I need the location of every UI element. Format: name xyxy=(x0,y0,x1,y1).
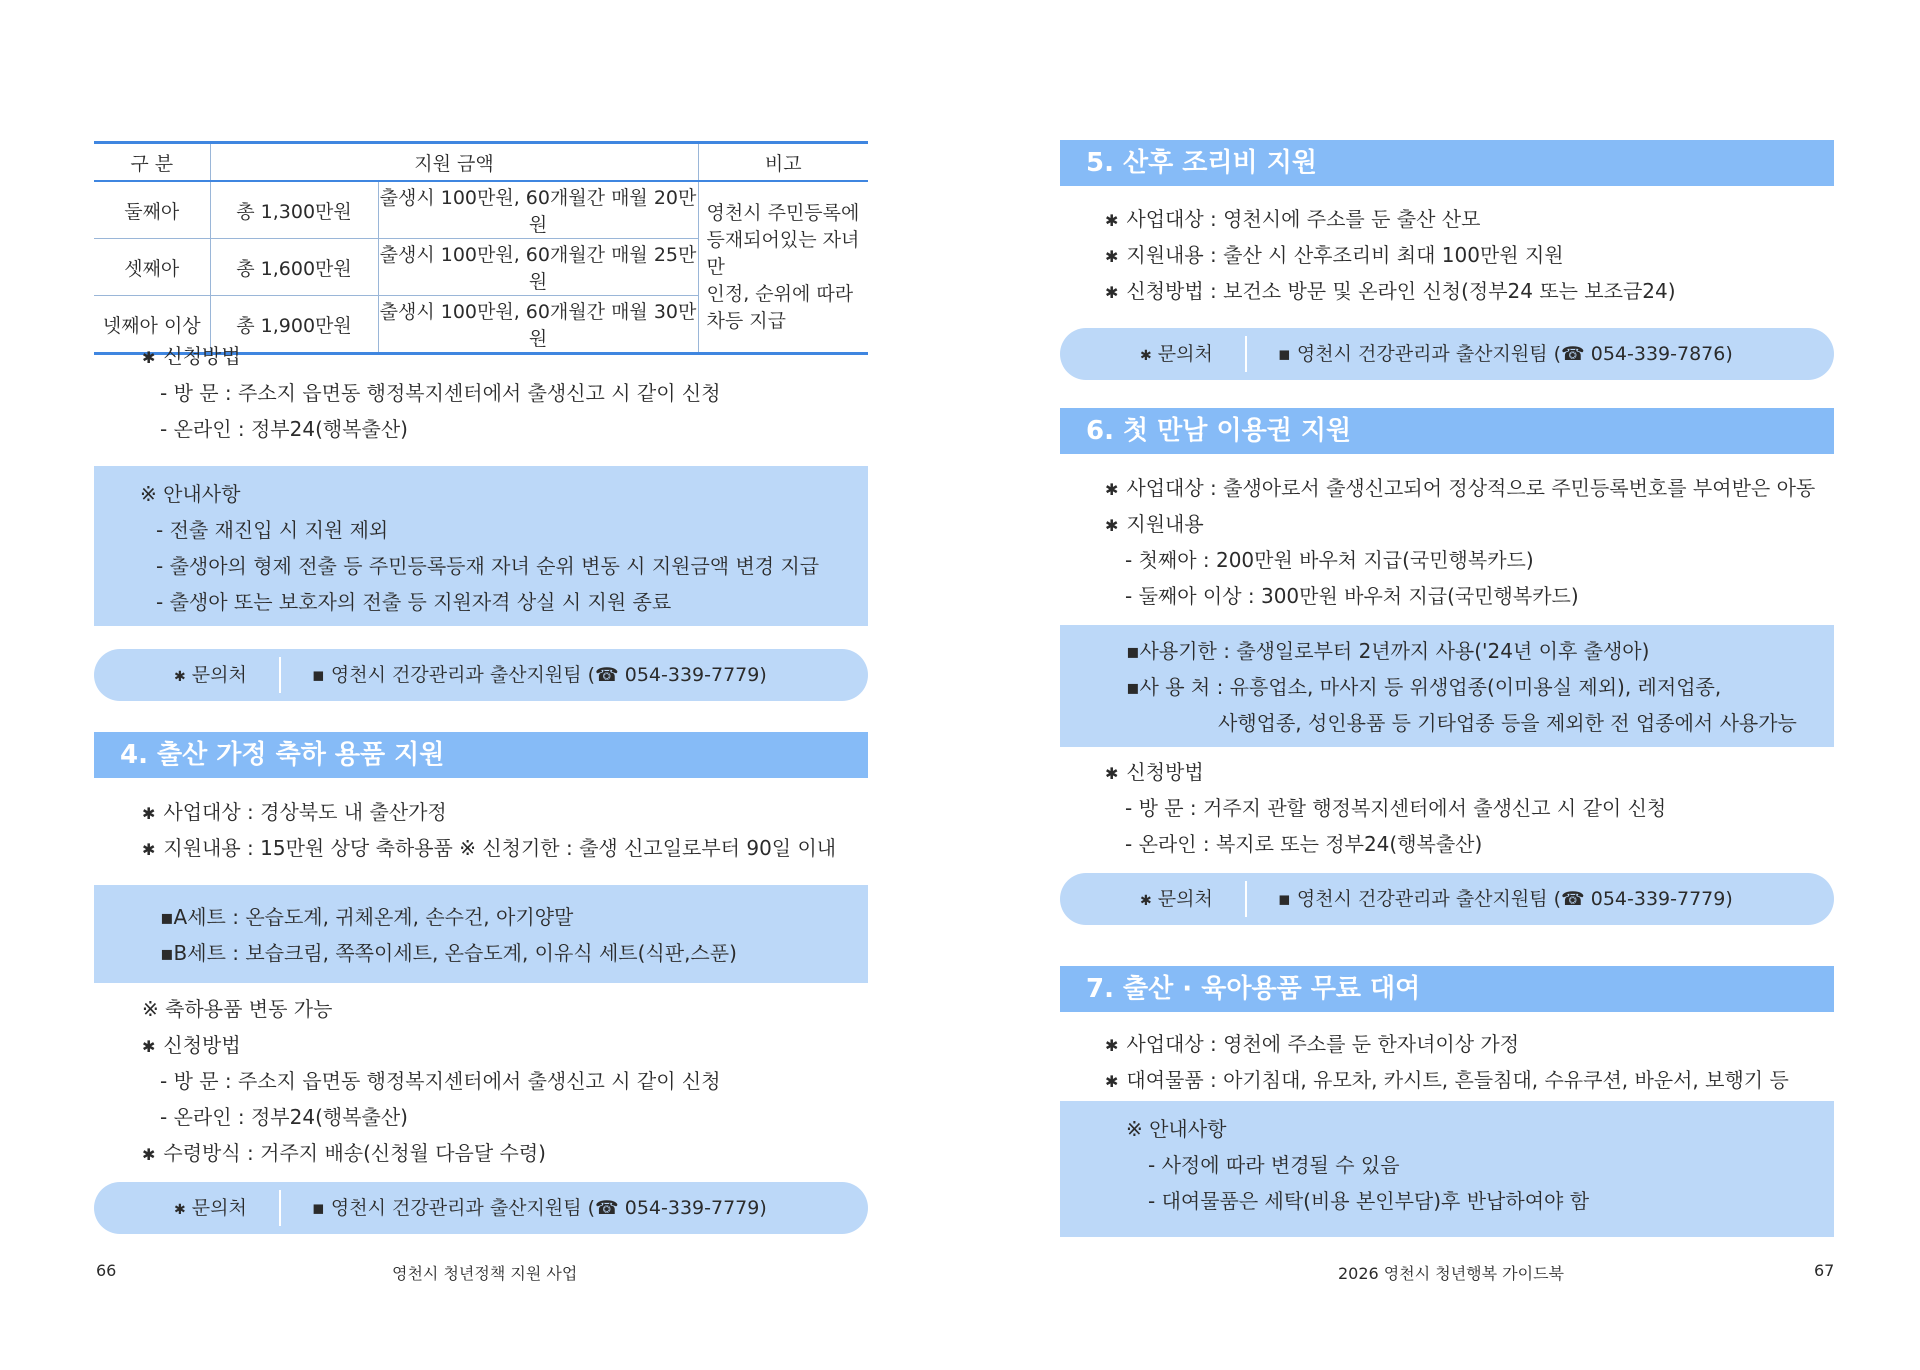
usage-place: ▪사 용 처 : 유흥업소, 마사지 등 위생업종(이미용실 제외), 레저업종, xyxy=(1126,675,1722,699)
usage-period: ▪사용기한 : 출생일로부터 2년까지 사용('24년 이후 출생아) xyxy=(1126,639,1650,663)
contact-divider xyxy=(279,1190,281,1226)
page-number: 66 xyxy=(96,1261,117,1280)
apply-visit: - 방 문 : 주소지 읍면동 행정복지센터에서 출생신고 시 같이 신청 xyxy=(160,381,721,405)
row-total: 총 1,900만원 xyxy=(210,296,378,354)
content-second: - 둘째아 이상 : 300만원 바우처 지급(국민행복카드) xyxy=(1125,584,1579,608)
usage-box xyxy=(1060,625,1834,747)
contact-divider xyxy=(1245,336,1247,372)
contact-pill xyxy=(1060,328,1834,380)
notice-box xyxy=(1060,1101,1834,1237)
target-line: ✱ 사업대상 : 영천시에 주소를 둔 출산 산모 xyxy=(1105,203,1480,232)
set-a: ▪A세트 : 온습도계, 귀체온계, 손수건, 아기양말 xyxy=(160,905,574,929)
row-label: 둘째아 xyxy=(94,181,210,239)
page-footer: 2026 영천시 청년행복 가이드북 xyxy=(1338,1264,1564,1283)
gift-set-box xyxy=(94,885,868,983)
apply-method-title: ✱ 신청방법 xyxy=(1105,756,1204,785)
support-amount-table xyxy=(94,141,868,355)
contact-pill xyxy=(1060,873,1834,925)
notice-title: ※ 안내사항 xyxy=(1126,1117,1227,1141)
content-line: ✱ 지원내용 : 15만원 상당 축하용품 ※ 신청기한 : 출생 신고일로부터 90일 이내 xyxy=(142,832,836,861)
table-row xyxy=(94,181,868,239)
apply-visit: - 방 문 : 주소지 읍면동 행정복지센터에서 출생신고 시 같이 신청 xyxy=(160,1069,721,1093)
receive-method: ✱ 수령방식 : 거주지 배송(신청월 다음달 수령) xyxy=(142,1137,546,1166)
table-note xyxy=(698,181,868,354)
note-line: 등재되어있는 자녀만 xyxy=(706,228,860,278)
section-title: 5. 산후 조리비 지원 xyxy=(1060,140,1834,186)
contact-label: ✱ 문의처 xyxy=(1140,873,1213,927)
target-line: ✱ 사업대상 : 경상북도 내 출산가정 xyxy=(142,796,447,825)
apply-online: - 온라인 : 복지로 또는 정부24(행복출산) xyxy=(1125,832,1483,856)
apply-visit: - 방 문 : 거주지 관할 행정복지센터에서 출생신고 시 같이 신청 xyxy=(1125,796,1667,820)
row-label: 셋째아 xyxy=(94,239,210,296)
apply-method-title: ✱ 신청방법 xyxy=(142,1029,241,1058)
apply-method-title: ✱ 신청방법 xyxy=(142,340,241,369)
notice-item: - 출생아 또는 보호자의 전출 등 지원자격 상실 시 지원 종료 xyxy=(156,590,672,614)
table-header-row xyxy=(94,143,868,182)
row-label: 넷째아 이상 xyxy=(94,296,210,354)
section-title: 4. 출산 가정 축하 용품 지원 xyxy=(94,732,868,778)
content-line: ✱ 지원내용 : 출산 시 산후조리비 최대 100만원 지원 xyxy=(1105,239,1564,268)
note-line: 차등 지급 xyxy=(706,309,786,332)
notice-title: ※ 안내사항 xyxy=(140,482,241,506)
notice-item: - 대여물품은 세탁(비용 본인부담)후 반납하여야 함 xyxy=(1148,1189,1590,1213)
row-detail: 출생시 100만원, 60개월간 매월 20만원 xyxy=(378,181,698,239)
target-line: ✱ 사업대상 : 출생아로서 출생신고되어 정상적으로 주민등록번호를 부여받은 아동 xyxy=(1105,472,1815,501)
apply-line: ✱ 신청방법 : 보건소 방문 및 온라인 신청(정부24 또는 보조금24) xyxy=(1105,275,1676,304)
note-line: 영천시 주민등록에 xyxy=(706,201,860,224)
contact-divider xyxy=(279,657,281,693)
contact-divider xyxy=(1245,881,1247,917)
contact-pill xyxy=(94,1182,868,1234)
section-title: 7. 출산 · 육아용품 무료 대여 xyxy=(1060,966,1834,1012)
notice-box xyxy=(94,466,868,626)
row-detail: 출생시 100만원, 60개월간 매월 30만원 xyxy=(378,296,698,354)
contact-text: ▪ 영천시 건강관리과 출산지원팀 (☎ 054-339-7779) xyxy=(312,664,767,686)
apply-online: - 온라인 : 정부24(행복출산) xyxy=(160,1105,408,1129)
change-note: ※ 축하용품 변동 가능 xyxy=(142,997,333,1021)
contact-text: ▪ 영천시 건강관리과 출산지원팀 (☎ 054-339-7779) xyxy=(312,1197,767,1219)
page-number: 67 xyxy=(1814,1261,1835,1280)
row-total: 총 1,600만원 xyxy=(210,239,378,296)
table-header-category: 구 분 xyxy=(94,143,210,182)
usage-place-cont: 사행업종, 성인용품 등 기타업종 등을 제외한 전 업종에서 사용가능 xyxy=(1218,711,1797,735)
contact-label: ✱ 문의처 xyxy=(1140,328,1213,382)
items-line: ✱ 대여물품 : 아기침대, 유모차, 카시트, 흔들침대, 수유쿠션, 바운서, 보행기 등 xyxy=(1105,1064,1789,1093)
content-first: - 첫째아 : 200만원 바우처 지급(국민행복카드) xyxy=(1125,548,1534,572)
contact-label: ✱ 문의처 xyxy=(174,1182,247,1236)
apply-online: - 온라인 : 정부24(행복출산) xyxy=(160,417,408,441)
table-header-note: 비고 xyxy=(698,143,868,182)
section-title: 6. 첫 만남 이용권 지원 xyxy=(1060,408,1834,454)
contact-label: ✱ 문의처 xyxy=(174,649,247,703)
row-total: 총 1,300만원 xyxy=(210,181,378,239)
contact-text: ▪ 영천시 건강관리과 출산지원팀 (☎ 054-339-7779) xyxy=(1278,888,1733,910)
notice-item: - 전출 재진입 시 지원 제외 xyxy=(156,518,389,542)
notice-item: - 사정에 따라 변경될 수 있음 xyxy=(1148,1153,1400,1177)
note-line: 인정, 순위에 따라 xyxy=(706,282,854,305)
contact-text: ▪ 영천시 건강관리과 출산지원팀 (☎ 054-339-7876) xyxy=(1278,343,1733,365)
notice-item: - 출생아의 형제 전출 등 주민등록등재 자녀 순위 변동 시 지원금액 변경 지급 xyxy=(156,554,820,578)
contact-pill xyxy=(94,649,868,701)
row-detail: 출생시 100만원, 60개월간 매월 25만원 xyxy=(378,239,698,296)
target-line: ✱ 사업대상 : 영천에 주소를 둔 한자녀이상 가정 xyxy=(1105,1028,1519,1057)
right-page xyxy=(960,0,1920,1370)
set-b: ▪B세트 : 보습크림, 쪽쪽이세트, 온습도계, 이유식 세트(식판,스푼) xyxy=(160,941,737,965)
table-header-amount: 지원 금액 xyxy=(210,143,698,182)
content-title: ✱ 지원내용 xyxy=(1105,508,1204,537)
page-footer: 영천시 청년정책 지원 사업 xyxy=(392,1264,578,1283)
